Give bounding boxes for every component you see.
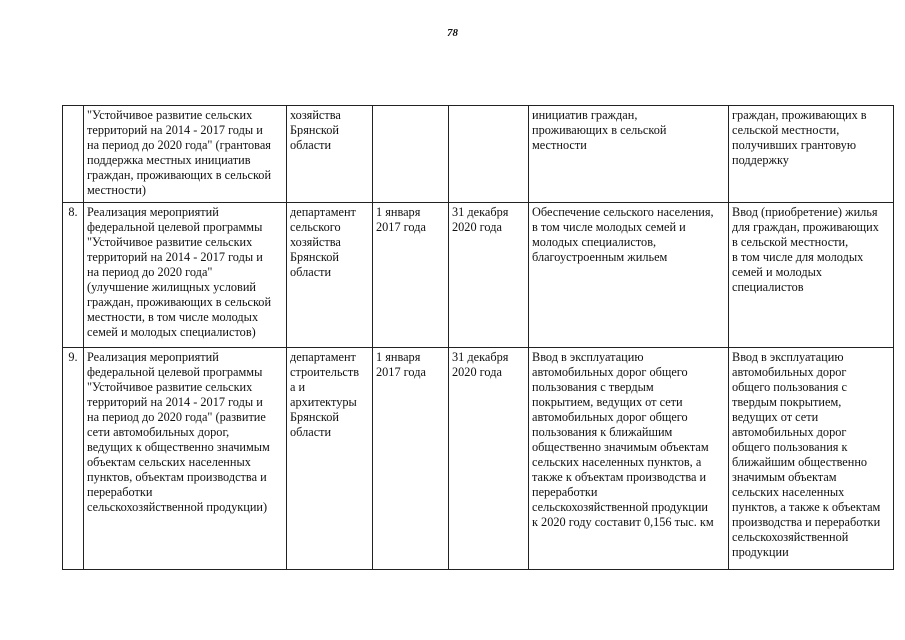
end-date-text: 31 декабря 2020 года [452, 205, 509, 234]
event-text: "Устойчивое развитие сельских территорий на 2014 - 2017 годы и на период до 2020 года" (грантовая поддержка местных инициатив граждан, проживающих в сельской местности) [87, 108, 272, 197]
result-text: Ввод в эксплуатацию автомобильных дорог общего пользования с твердым покрытием, ведущих от сети автомобильных дорог общего пользования к ближайшим общественно значимым объектам сельских населенных пунктов, а также к объектам производства и переработки сельскохозяйственной продукции к 2020 году составит 0,156 тыс. км [532, 350, 714, 529]
indicator-text: Ввод в эксплуатацию автомобильных дорог общего пользования с твердым покрытием, ведущих от сети автомобильных дорог общего пользования к ближайшим общественно значимым объектам сельских населенных пунктов, а также к объектам производства и переработки сельскохозяйственной продукции [732, 350, 881, 559]
indicator-cell [729, 348, 894, 570]
row-number-cell [63, 106, 84, 203]
event-cell [84, 348, 287, 570]
result-cell [529, 348, 729, 570]
row-number: 9. [68, 350, 78, 364]
table-row [63, 106, 894, 203]
event-text: Реализация мероприятий федеральной целевой программы "Устойчивое развитие сельских территорий на 2014 - 2017 годы и на период до 2020 года" (улучшение жилищных условий граждан, проживающих в сельской местности, в том числе молодых семей и молодых специалистов) [87, 205, 272, 339]
event-cell [84, 106, 287, 203]
event-cell [84, 203, 287, 348]
end-date-text: 31 декабря 2020 года [452, 350, 509, 379]
table-row [63, 348, 894, 570]
start-date-text: 1 января 2017 года [376, 205, 426, 234]
end-date-cell [449, 348, 529, 570]
end-date-cell [449, 203, 529, 348]
executor-cell [287, 106, 373, 203]
row-number-cell [63, 203, 84, 348]
executor-cell [287, 348, 373, 570]
program-events-table [62, 105, 894, 570]
table-row [63, 203, 894, 348]
indicator-cell [729, 106, 894, 203]
start-date-cell [373, 203, 449, 348]
page-number: 78 [447, 27, 458, 39]
result-text: Обеспечение сельского населения, в том числе молодых семей и молодых специалистов, благоустроенным жильем [532, 205, 714, 264]
result-cell [529, 203, 729, 348]
start-date-cell [373, 106, 449, 203]
indicator-text: граждан, проживающих в сельской местности, получивших грантовую поддержку [732, 108, 867, 167]
indicator-text: Ввод (приобретение) жилья для граждан, проживающих в сельской местности, в том числе для молодых семей и молодых специалистов [732, 205, 879, 294]
executor-text: хозяйства Брянской области [290, 108, 341, 152]
result-text: инициатив граждан, проживающих в сельской местности [532, 108, 667, 152]
row-number-cell [63, 348, 84, 570]
executor-text: департамент сельского хозяйства Брянской области [290, 205, 356, 279]
indicator-cell [729, 203, 894, 348]
start-date-cell [373, 348, 449, 570]
start-date-text: 1 января 2017 года [376, 350, 426, 379]
result-cell [529, 106, 729, 203]
end-date-cell [449, 106, 529, 203]
executor-text: департамент строительств а и архитектуры Брянской области [290, 350, 360, 439]
executor-cell [287, 203, 373, 348]
row-number: 8. [68, 205, 78, 219]
event-text: Реализация мероприятий федеральной целевой программы "Устойчивое развитие сельских территорий на 2014 - 2017 годы и на период до 2020 года" (развитие сети автомобильных дорог, ведущих к общественно значимым объектам сельских населенных пунктов, объектам производства и переработки сельскохозяйственной продукции) [87, 350, 270, 514]
